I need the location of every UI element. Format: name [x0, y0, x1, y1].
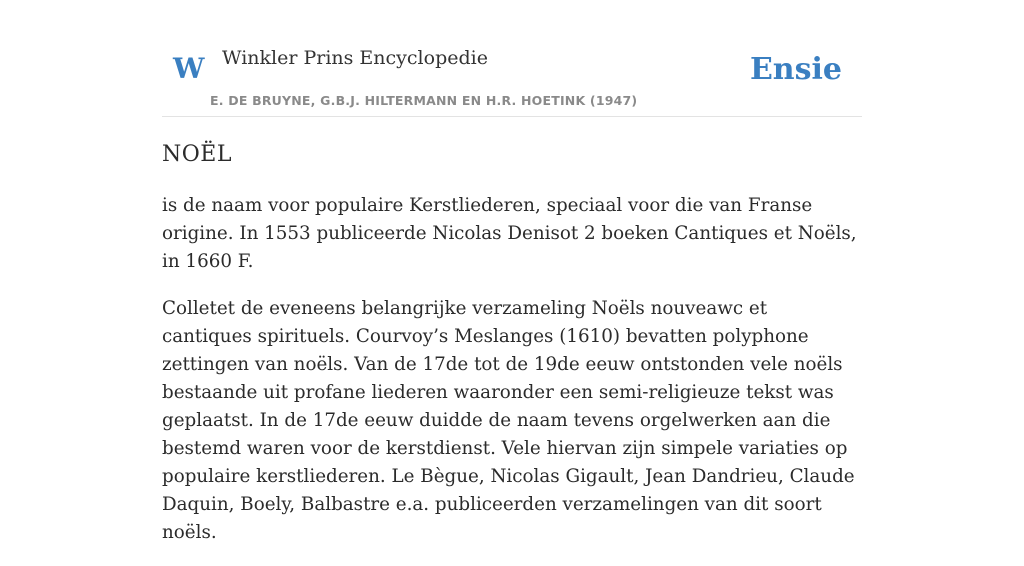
- entry-paragraph: Colletet de eveneens belangrijke verzameling Noëls nouveawc et cantiques spirituels. Courvoy’s Meslanges (1610) bevatten polyphone zettingen van noëls. Van de 17de tot de 19de eeuw ontstonden vele noëls bestaande uit profane liederen waaronder een semi-religieuze tekst was geplaatst. In de 17de eeuw duidde de naam tevens orgelwerken aan die bestemd waren voor de kerstdienst. Vele hiervan zijn simpele variaties op populaire kerstliederen. Le Bègue, Nicolas Gigault, Jean Dandrieu, Claude Daquin, Boely, Balbastre e.a. publiceerden verzamelingen van dit soort noëls.: [162, 298, 855, 543]
- ensie-logo[interactable]: Ensie: [749, 52, 842, 87]
- book-title[interactable]: Winkler Prins Encyclopedie: [222, 47, 488, 69]
- entry-body: [162, 192, 862, 566]
- page-header: [162, 0, 862, 117]
- entry-headword: NOËL: [162, 142, 232, 167]
- entry-paragraph: is de naam voor populaire Kerstliederen, speciaal voor die van Franse origine. In 1553 publiceerde Nicolas Denisot 2 boeken Cantiques et Noëls, in 1660 F.: [162, 195, 857, 272]
- winkler-prins-logo[interactable]: W: [173, 52, 205, 85]
- book-authors: E. DE BRUYNE, G.B.J. HILTERMANN EN H.R. HOETINK (1947): [210, 93, 638, 108]
- article-page: [162, 0, 862, 543]
